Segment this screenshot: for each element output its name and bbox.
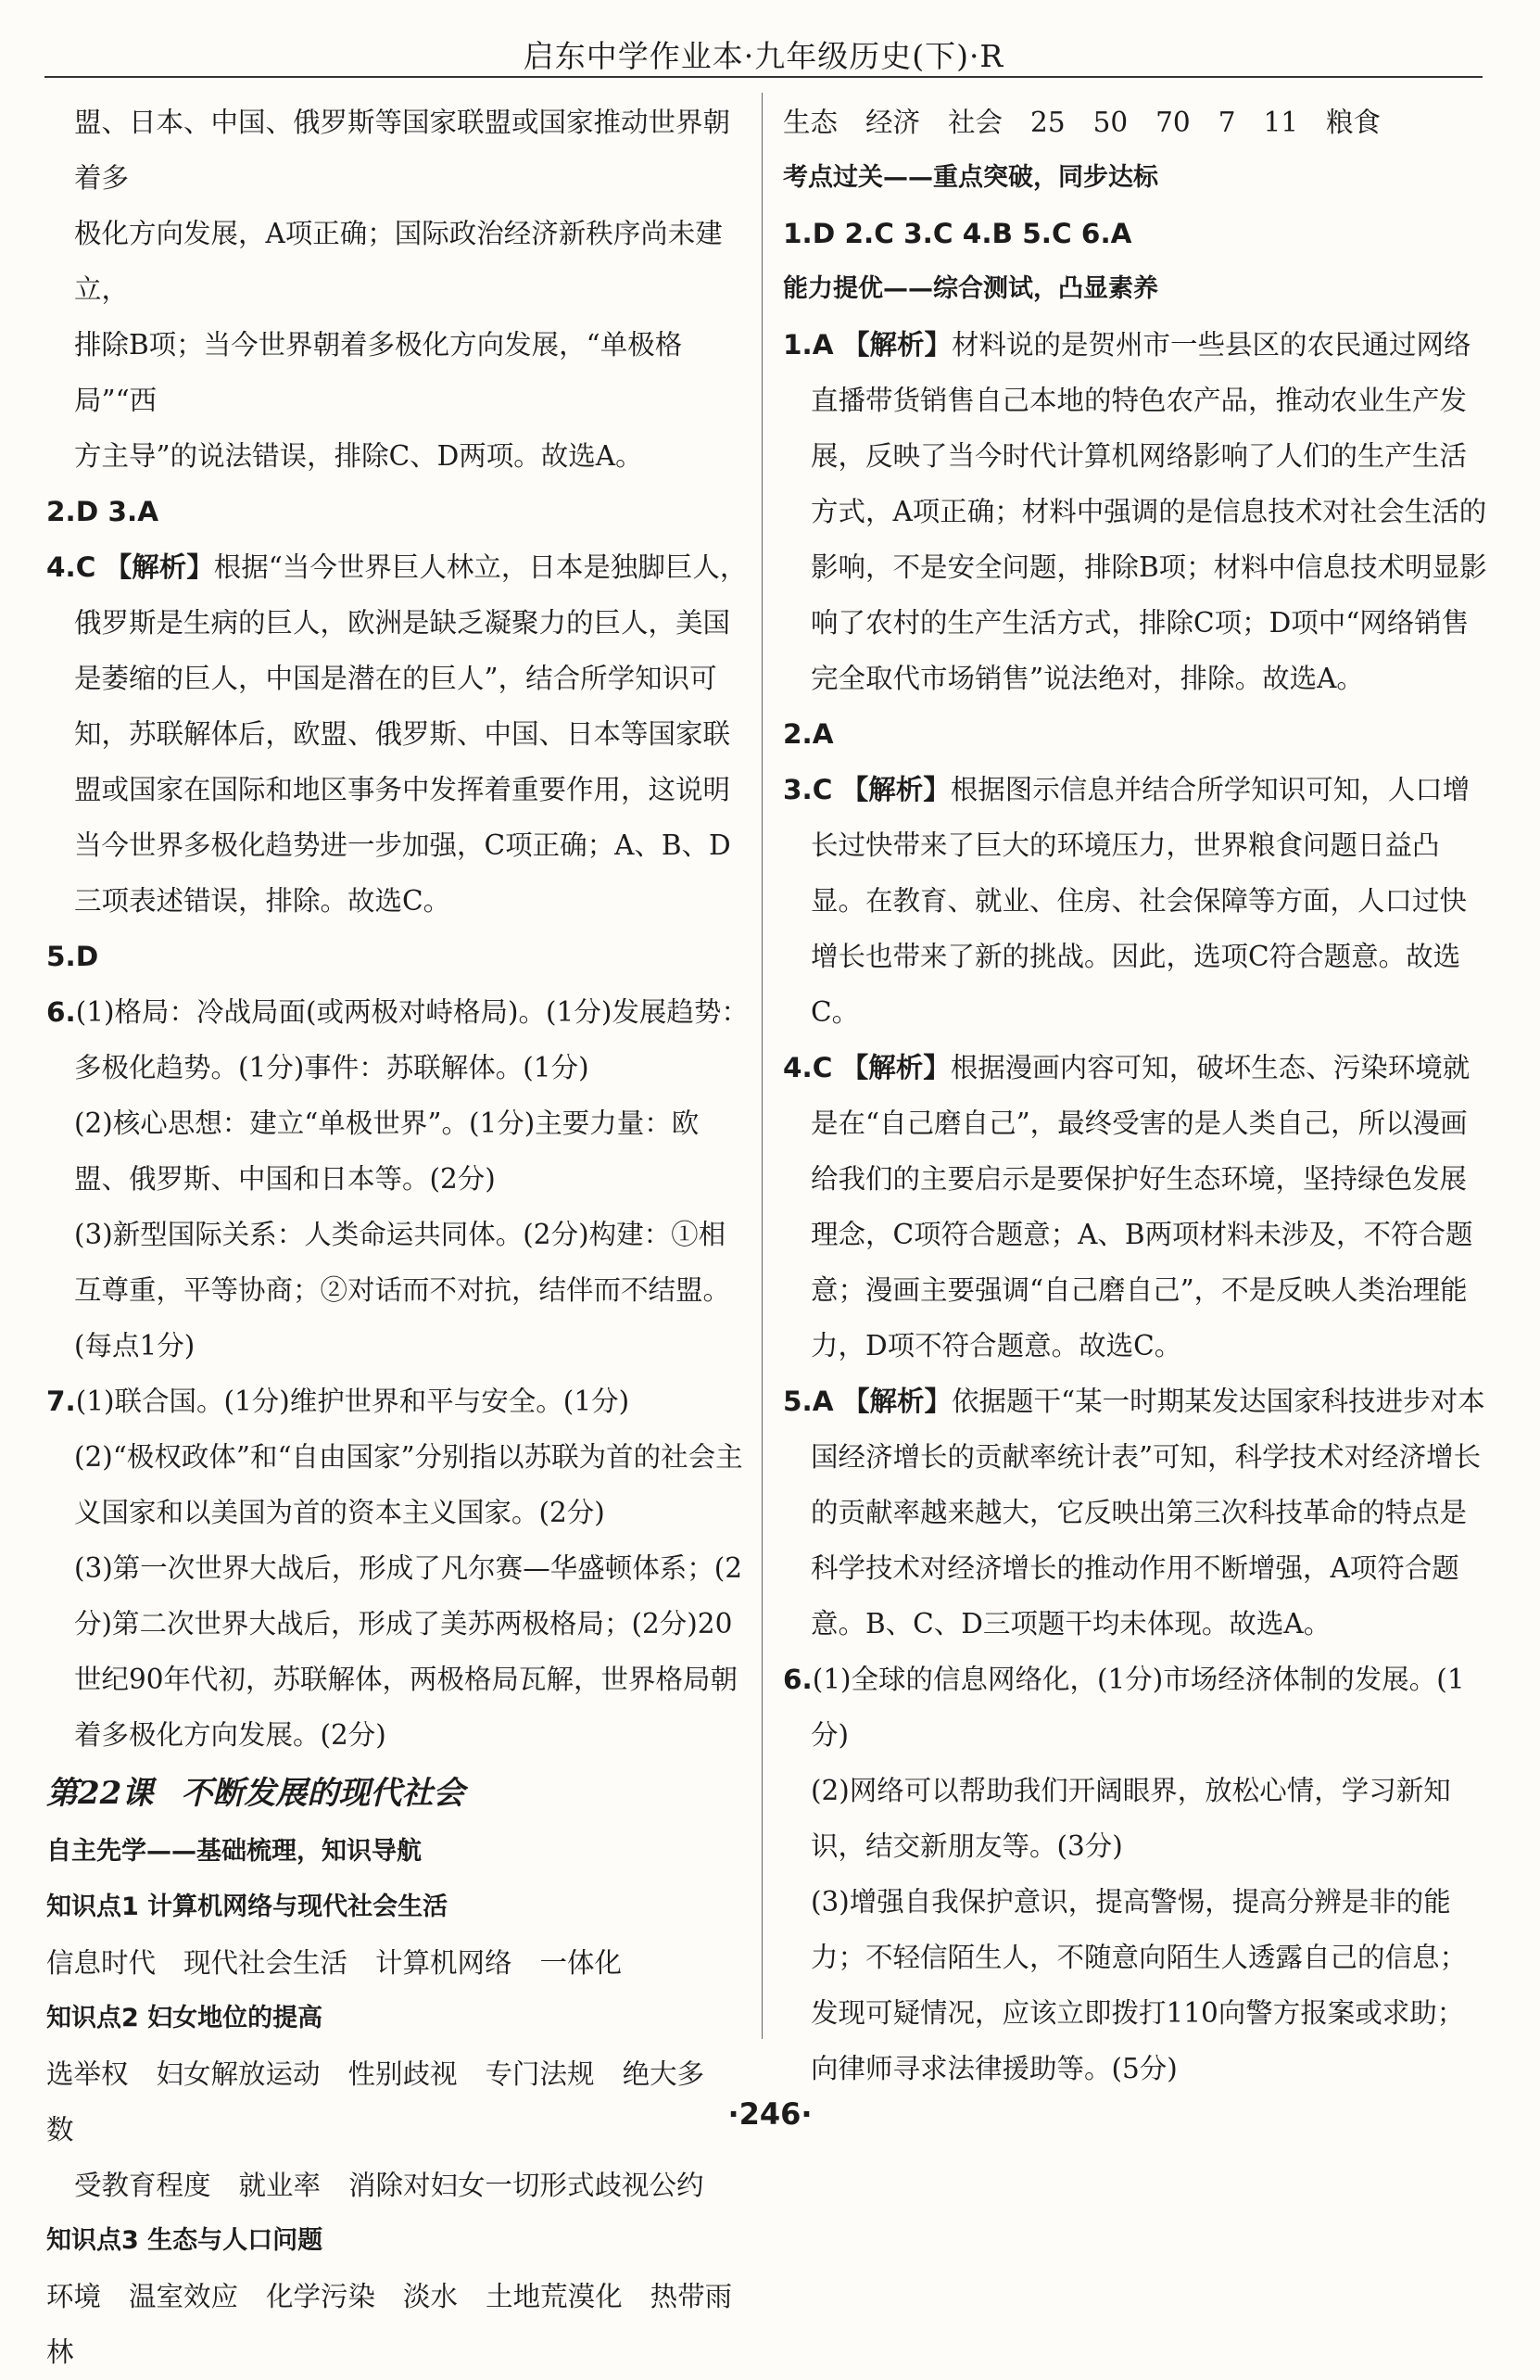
keyword: 粮食 — [1326, 107, 1382, 138]
ability-answer-5-number: 5.A — [783, 1386, 834, 1417]
knowledge-point-2-keywords — [46, 2158, 751, 2213]
knowledge-point-3-keywords — [46, 2269, 751, 2380]
keyword: 7 — [1218, 107, 1236, 138]
keyword: 性别歧视 — [347, 2058, 458, 2090]
ability-answer-3 — [783, 762, 1487, 1040]
keyword: 妇女解放运动 — [156, 2058, 321, 2090]
knowledge-point-1-keywords — [46, 1935, 751, 1991]
answer-2-3: 2.D 3.A — [46, 496, 159, 527]
ability-answer-2: 2.A — [783, 718, 834, 750]
ability-answer-6-part: (3)增强自我保护意识，提高警惕，提高分辨是非的能力；不轻信陌生人，不随意向陌生人透露自己的信息；发现可疑情况，应该立即拨打110向警方报案或求助；向律师寻求法律援助等。(5分) — [811, 1886, 1468, 2084]
analysis-tag: 【解析】 — [840, 1052, 951, 1083]
ability-answer-5-text: 依据题干“某一时期某发达国家科技进步对本国经济增长的贡献率统计表”可知，科学技术对经济增长的贡献率越来越大，它反映出第三次科技革命的特点是科学技术对经济增长的推动作用不断增强，A项符合题意。B、C、D三项题干均未体现。故选A。 — [811, 1386, 1485, 1639]
keyword: 50 — [1092, 107, 1129, 138]
page-number: ·246· — [727, 2096, 813, 2132]
lesson-heading — [46, 1763, 751, 1824]
section-title-checkpoint: 考点过关——重点突破，同步达标 — [783, 163, 1158, 192]
keyword: 绝大多数 — [46, 2058, 705, 2146]
lesson-number: 第22课 — [46, 1775, 154, 1812]
left-column — [46, 95, 751, 2380]
analysis-tag: 【解析】 — [841, 1386, 952, 1417]
knowledge-point-3-title: 知识点3 生态与人口问题 — [46, 2226, 323, 2255]
answer-7-part: (2)“极权政体”和“自由国家”分别指以苏联为首的社会主义国家和以美国为首的资本主义国家。(2分) — [74, 1441, 743, 1528]
section-title-ability: 能力提优——综合测试，凸显素养 — [783, 274, 1158, 303]
keyword: 11 — [1263, 107, 1299, 138]
keyword: 社会 — [948, 107, 1004, 138]
keyword: 计算机网络 — [375, 1947, 512, 1979]
column-divider — [762, 93, 763, 2039]
keyword: 经济 — [865, 107, 921, 138]
ability-answer-3-number: 3.C — [783, 774, 833, 805]
keyword: 25 — [1030, 107, 1066, 138]
keyword: 化学污染 — [266, 2281, 376, 2312]
continued-line: 盟、日本、中国、俄罗斯等国家联盟或国家推动世界朝着多 — [74, 107, 731, 194]
keyword: 选举权 — [46, 2058, 129, 2090]
continued-line: 极化方向发展，A项正确；国际政治经济新秩序尚未建立， — [74, 218, 723, 305]
ability-answer-4-text: 根据漫画内容可知，破坏生态、污染环境就是在“自己磨自己”，最终受害的是人类自己，所以漫画给我们的主要启示是要保护好生态环境，坚持绿色发展理念，C项符合题意；A、B两项材料未涉及，不符合题意；漫画主要强调“自己磨自己”，不是反映人类治理能力，D项不符合题意。故选C。 — [811, 1052, 1473, 1361]
answer-6-part: (2)核心思想：建立“单极世界”。(1分)主要力量：欧盟、俄罗斯、中国和日本等。(2分) — [74, 1108, 700, 1195]
ability-answer-6-part: (2)网络可以帮助我们开阔眼界，放松心情，学习新知识，结交新朋友等。(3分) — [811, 1775, 1451, 1862]
keyword: 土地荒漠化 — [486, 2281, 623, 2312]
ability-answer-6 — [783, 1652, 1487, 2096]
analysis-tag: 【解析】 — [841, 329, 952, 361]
keyword: 专门法规 — [485, 2058, 595, 2090]
ability-answer-1 — [783, 317, 1487, 706]
ability-answer-4 — [783, 1040, 1487, 1374]
ability-answer-1-number: 1.A — [783, 329, 834, 361]
answer-7-part: 7.(1)联合国。(1分)维护世界和平与安全。(1分) — [46, 1386, 630, 1417]
answer-7-number: 7. — [46, 1386, 76, 1417]
keyword: 就业率 — [238, 2170, 322, 2201]
keyword: 信息时代 — [46, 1947, 157, 1979]
analysis-tag: 【解析】 — [840, 774, 951, 805]
keyword: 70 — [1155, 107, 1191, 138]
keyword: 淡水 — [403, 2281, 459, 2312]
answer-4-text: 根据“当今世界巨人林立，日本是独脚巨人，俄罗斯是生病的巨人，欧洲是缺乏凝聚力的巨人，美国是萎缩的巨人，中国是潜在的巨人”，结合所学知识可知，苏联解体后，欧盟、俄罗斯、中国、日本等国家联盟或国家在国际和地区事务中发挥着重要作用，这说明当今世界多极化趋势进一步加强，C项正确；A、B、D三项表述错误，排除。故选C。 — [74, 551, 748, 917]
header-title: 启东中学作业本·九年级历史(下)·R — [523, 38, 1004, 74]
answer-4 — [46, 539, 751, 929]
section-title-self-study: 自主先学——基础梳理，知识导航 — [46, 1837, 422, 1866]
ability-answer-3-text: 根据图示信息并结合所学知识可知，人口增长过快带来了巨大的环境压力，世界粮食问题日益凸显。在教育、就业、住房、社会保障等方面，人口过快增长也带来了新的挑战。因此，选项C符合题意。故选C。 — [811, 774, 1471, 1028]
answer-6 — [46, 984, 751, 1374]
keyword: 生态 — [783, 107, 839, 138]
answer-5: 5.D — [46, 941, 99, 972]
ability-answer-6-part: 6.(1)全球的信息网络化，(1分)市场经济体制的发展。(1分) — [783, 1664, 1465, 1751]
answer-6-part: 6.(1)格局：冷战局面(或两极对峙格局)。(1分)发展趋势：多极化趋势。(1分)事件：苏联解体。(1分) — [46, 996, 749, 1083]
keyword: 环境 — [46, 2281, 102, 2312]
answer-7-part: (3)第一次世界大战后，形成了凡尔赛—华盛顿体系；(2分)第二次世界大战后，形成了美苏两极格局；(2分)20世纪90年代初，苏联解体，两极格局瓦解，世界格局朝着多极化方向发展。(2分) — [74, 1552, 743, 1751]
knowledge-point-2-title: 知识点2 妇女地位的提高 — [46, 2004, 323, 2032]
keyword: 温室效应 — [129, 2281, 239, 2312]
ability-answer-4-number: 4.C — [783, 1052, 833, 1083]
knowledge-point-1-title: 知识点1 计算机网络与现代社会生活 — [46, 1893, 448, 1921]
keyword: 受教育程度 — [74, 2170, 211, 2201]
page-header — [44, 37, 1483, 78]
lesson-title: 不断发展的现代社会 — [181, 1775, 465, 1812]
answer-6-part: (3)新型国际关系：人类命运共同体。(2分)构建：①相互尊重，平等协商；②对话而不对抗，结伴而不结盟。(每点1分) — [74, 1219, 731, 1361]
keyword: 消除对妇女一切形式歧视公约 — [348, 2170, 704, 2201]
answer-6-number: 6. — [46, 996, 76, 1028]
keyword: 热带雨林 — [46, 2281, 733, 2368]
ability-answer-5 — [783, 1374, 1487, 1652]
analysis-tag: 【解析】 — [104, 551, 214, 583]
answer-4-number: 4.C — [46, 551, 96, 583]
checkpoint-answers: 1.D 2.C 3.C 4.B 5.C 6.A — [783, 218, 1132, 249]
keyword: 现代社会生活 — [183, 1947, 348, 1979]
keyword: 一体化 — [539, 1947, 623, 1979]
right-column — [783, 95, 1487, 2096]
continued-line: 方主导”的说法错误，排除C、D两项。故选A。 — [74, 440, 643, 472]
knowledge-point-3-keywords-cont — [783, 95, 1487, 150]
ability-answer-1-text: 材料说的是贺州市一些县区的农民通过网络直播带货销售自己本地的特色农产品，推动农业生产发展，反映了当今时代计算机网络影响了人们的生产生活方式，A项正确；材料中强调的是信息技术对社会生活的影响，不是安全问题，排除B项；材料中信息技术明显影响了农村的生产生活方式，排除C项；D项中“网络销售完全取代市场销售”说法绝对，排除。故选A。 — [811, 329, 1487, 694]
continued-line: 排除B项；当今世界朝着多极化方向发展，“单极格局”“西 — [74, 329, 683, 416]
answer-7 — [46, 1374, 751, 1763]
ability-answer-6-number: 6. — [783, 1664, 813, 1695]
